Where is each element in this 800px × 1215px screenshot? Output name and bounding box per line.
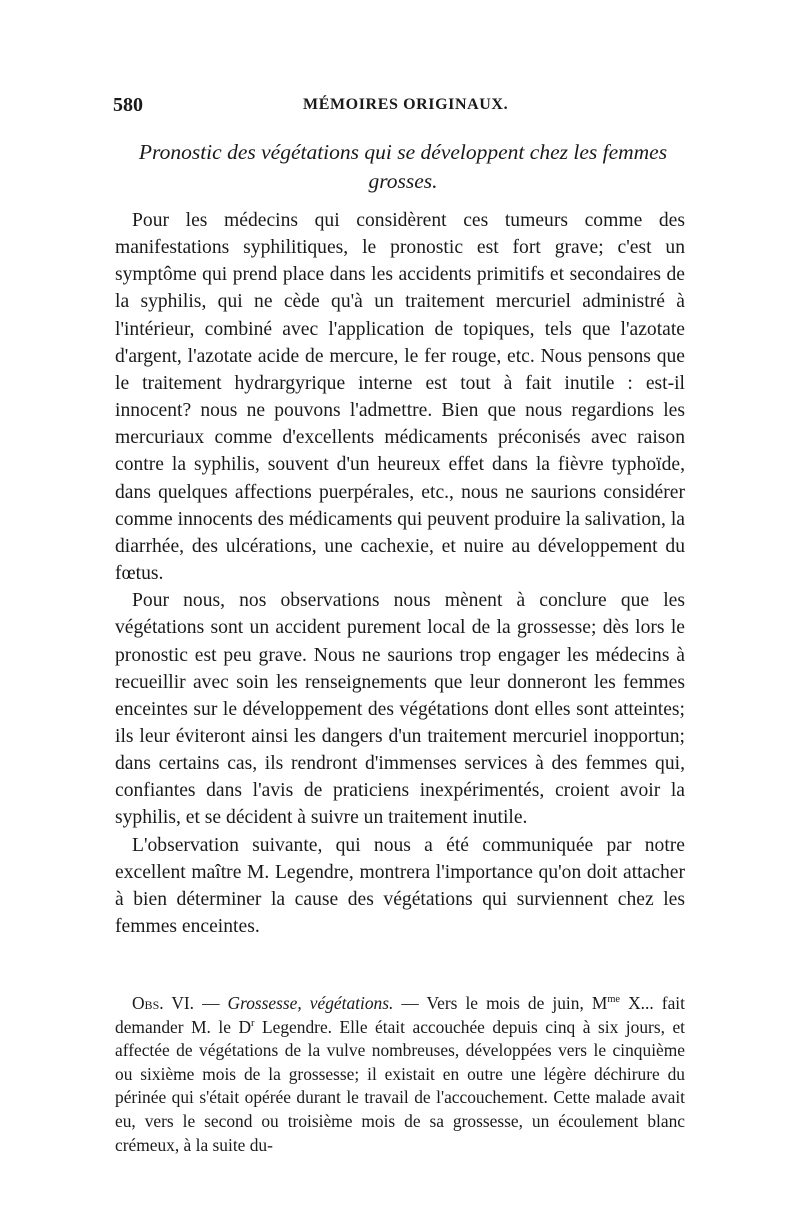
observation-block <box>115 992 685 1157</box>
observation-dash-1: — <box>194 993 228 1013</box>
observation-paragraph <box>115 992 685 1157</box>
body-text <box>115 207 685 940</box>
observation-sup-r: r <box>251 1017 255 1029</box>
page-header <box>113 94 693 124</box>
page-number: 580 <box>113 94 143 116</box>
observation-dash-2: — <box>393 993 427 1013</box>
running-title: MÉMOIRES ORIGINAUX. <box>303 96 509 113</box>
observation-label: Obs. VI. <box>132 993 195 1013</box>
observation-title: Grossesse, végétations. <box>227 993 394 1013</box>
section-title: Pronostic des végétations qui se développent chez les femmes grosses. <box>138 140 668 193</box>
paragraph-3: L'observation suivante, qui nous a été communiquée par notre excellent maître M. Legendre, montrera l'importance qu'on doit attacher à bien déterminer la cause des végétations qui surviennent chez les femmes enceintes. <box>115 834 685 938</box>
paragraph-2: Pour nous, nos observations nous mènent à conclure que les végétations sont un accident purement local de la grossesse; dès lors le pronostic est peu grave. Nous ne saurions trop engager les médecins à recueillir avec soin les renseignements que leur donneront les femmes enceintes sur le développement des végétations dont elles sont atteintes; ils leur éviteront ainsi les dangers d'un traitement mercuriel inopportun; dans certains cas, ils rendront d'immenses services à des femmes qui, confiantes dans l'avis de praticiens inexpérimentés, croient avoir la syphilis, et se décident à suivre un traitement inutile. <box>115 590 685 829</box>
paragraph-1: Pour les médecins qui considèrent ces tumeurs comme des manifestations syphilitiques, le pronostic est fort grave; c'est un symptôme qui prend place dans les accidents primitifs et secondaires de la syphilis, qui ne cède qu'à un traitement mercuriel administré à l'intérieur, combiné avec l'application de topiques, tels que l'azotate d'argent, l'azotate acide de mercure, le fer rouge, etc. Nous pensons que le traitement hydrargyrique interne est tout à fait inutile : est-il innocent? nous ne pouvons l'admettre. Bien que nous regardions les mercuriaux comme d'excellents médicaments préconisés avec raison contre la syphilis, souvent d'un heureux effet dans la fièvre typhoïde, dans quelques affections puerpérales, etc., nous ne saurions considérer comme innocents des médicaments qui peuvent produire la salivation, la diarrhée, des ulcérations, une cachexie, et nuire au développement du fœtus. <box>115 210 685 585</box>
observation-sup-me: me <box>607 994 621 1006</box>
observation-text-c: Legendre. Elle était accouchée depuis cinq à six jours, et affectée de végétations de la vulve nombreuses, développées vers le cinquième ou sixième mois de la grossesse; il existait en outre une légère déchirure du périnée qui s'était opérée durant le travail de l'accouchement. Cette malade avait eu, vers le second ou troisième mois de sa grossesse, un écoulement blanc crémeux, à la suite du- <box>115 1016 685 1155</box>
observation-text-b: X... fait demander M. le D <box>115 993 685 1037</box>
observation-text-a: Vers le mois de juin, M <box>426 993 608 1013</box>
